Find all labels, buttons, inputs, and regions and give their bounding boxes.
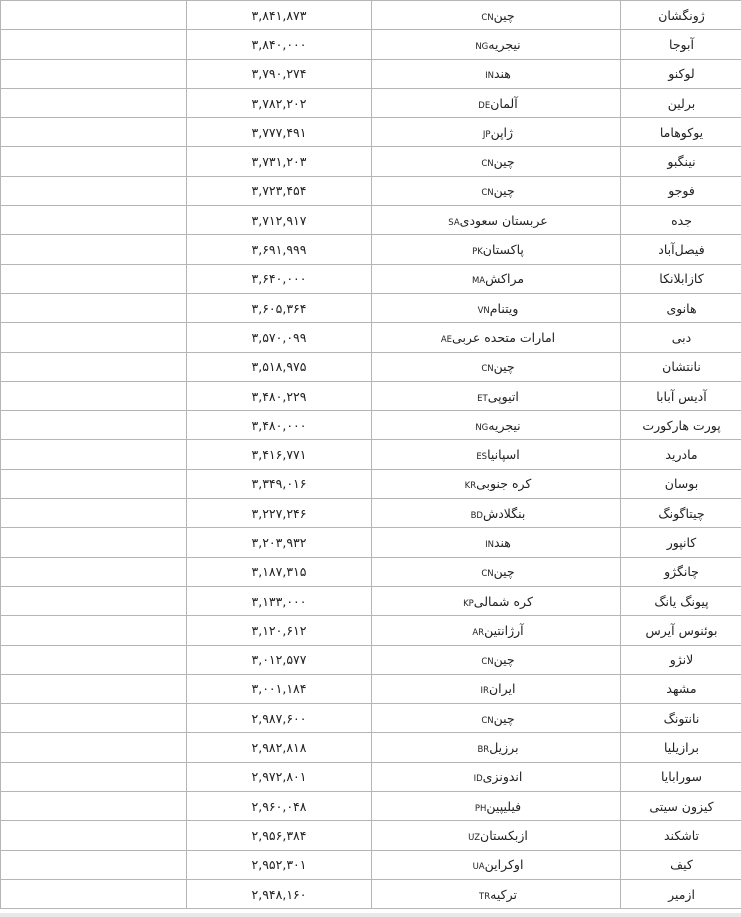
table-row [1, 616, 741, 645]
population-cell [187, 557, 372, 586]
empty-cell [1, 88, 187, 117]
country-code: KP [463, 598, 474, 609]
country-cell [372, 792, 621, 821]
country-name: ترکیه [490, 886, 517, 902]
city-cell [621, 821, 741, 850]
city-name: بوسان [664, 476, 699, 492]
city-name: چانگژو [664, 564, 699, 580]
empty-cell [1, 616, 187, 645]
table-row [1, 59, 741, 88]
country-code: VN [477, 305, 490, 316]
city-cell [621, 293, 741, 322]
city-cell [621, 264, 741, 293]
population-value: ۲,۹۵۶,۳۸۴ [251, 827, 307, 843]
city-name: مشهد [666, 681, 697, 697]
population-value: ۳,۴۱۶,۷۷۱ [251, 447, 307, 463]
population-value: ۳,۷۱۲,۹۱۷ [251, 212, 307, 228]
population-cell [187, 264, 372, 293]
empty-cell [1, 381, 187, 410]
city-name: لوکنو [668, 66, 695, 82]
country-name: بنگلادش [482, 505, 526, 521]
country-name: چین [493, 359, 515, 375]
city-name: پورت هارکورت [642, 417, 721, 433]
population-value: ۳,۷۷۷,۴۹۱ [251, 124, 307, 140]
country-cell [372, 821, 621, 850]
country-name: چین [493, 564, 515, 580]
city-name: مادرید [665, 447, 698, 463]
city-cell [621, 792, 741, 821]
country-cell [372, 352, 621, 381]
population-cell [187, 499, 372, 528]
population-value: ۳,۲۲۷,۲۴۶ [251, 505, 307, 521]
population-value: ۳,۱۳۳,۰۰۰ [251, 593, 307, 609]
city-cell [621, 30, 741, 59]
city-name: فوجو [668, 183, 695, 199]
country-cell [372, 88, 621, 117]
empty-cell [1, 235, 187, 264]
country-code: ES [476, 452, 488, 463]
country-code: AE [440, 334, 453, 345]
country-cell [372, 469, 621, 498]
table-row [1, 352, 741, 381]
country-code: MA [471, 276, 486, 287]
country-name: برزیل [489, 740, 519, 756]
population-cell [187, 674, 372, 703]
population-cell [187, 733, 372, 762]
table-row [1, 206, 741, 235]
city-name: نینگبو [667, 154, 696, 170]
table-row [1, 879, 741, 908]
city-cell [621, 440, 741, 469]
country-cell [372, 440, 621, 469]
empty-cell [1, 879, 187, 908]
city-name: تاشکند [664, 827, 699, 843]
empty-cell [1, 704, 187, 733]
table-body [1, 1, 741, 909]
country-name: مراکش [485, 271, 525, 287]
table-row [1, 381, 741, 410]
city-cell [621, 674, 741, 703]
city-cell [621, 645, 741, 674]
city-cell [621, 704, 741, 733]
country-code: PK [472, 247, 483, 258]
city-cell [621, 176, 741, 205]
table-row [1, 235, 741, 264]
city-name: نانتشان [662, 359, 701, 375]
country-name: چین [493, 710, 515, 726]
population-value: ۲,۹۸۲,۸۱۸ [251, 740, 307, 756]
country-cell [372, 381, 621, 410]
country-code: BR [477, 745, 490, 756]
country-cell [372, 206, 621, 235]
country-cell [372, 674, 621, 703]
population-value: ۳,۳۴۹,۰۱۶ [251, 476, 307, 492]
empty-cell [1, 528, 187, 557]
city-cell [621, 352, 741, 381]
country-code: CN [481, 657, 494, 668]
population-cell [187, 704, 372, 733]
city-cell [621, 206, 741, 235]
country-code: UA [472, 862, 485, 873]
country-cell [372, 850, 621, 879]
population-value: ۳,۶۴۰,۰۰۰ [251, 271, 307, 287]
empty-cell [1, 440, 187, 469]
country-name: عربستان سعودی [459, 212, 548, 228]
country-code: NG [475, 41, 489, 52]
empty-cell [1, 352, 187, 381]
empty-cell [1, 411, 187, 440]
country-cell [372, 176, 621, 205]
city-name: یوکوهاما [659, 124, 704, 140]
country-name: اوکراین [484, 857, 524, 873]
empty-cell [1, 323, 187, 352]
country-name: هند [493, 66, 511, 82]
table-row [1, 704, 741, 733]
population-cell [187, 88, 372, 117]
country-cell [372, 528, 621, 557]
empty-cell [1, 792, 187, 821]
country-code: NG [475, 422, 489, 433]
table-row [1, 176, 741, 205]
empty-cell [1, 762, 187, 791]
country-name: ازبکستان [480, 827, 528, 843]
population-value: ۲,۹۶۰,۰۴۸ [251, 798, 307, 814]
population-cell [187, 645, 372, 674]
country-cell [372, 499, 621, 528]
population-cell [187, 118, 372, 147]
empty-cell [1, 850, 187, 879]
city-cell [621, 381, 741, 410]
population-cell [187, 792, 372, 821]
table-row [1, 88, 741, 117]
population-value: ۳,۶۰۵,۳۶۴ [251, 300, 307, 316]
population-value: ۳,۴۸۰,۰۰۰ [251, 417, 307, 433]
empty-cell [1, 176, 187, 205]
country-cell [372, 293, 621, 322]
city-cell [621, 733, 741, 762]
population-cell [187, 821, 372, 850]
city-name: برازیلیا [663, 740, 700, 756]
population-cell [187, 850, 372, 879]
country-name: نیجریه [488, 36, 521, 52]
country-cell [372, 235, 621, 264]
empty-cell [1, 206, 187, 235]
city-cell [621, 616, 741, 645]
city-cell [621, 499, 741, 528]
population-value: ۳,۴۸۰,۲۲۹ [251, 388, 307, 404]
country-name: اسپانیا [487, 447, 520, 463]
country-name: آلمان [490, 95, 518, 111]
table-row [1, 147, 741, 176]
city-name: جده [671, 212, 692, 228]
country-cell [372, 118, 621, 147]
country-cell [372, 1, 621, 30]
table-row [1, 293, 741, 322]
city-name: آدیس آبابا [656, 388, 707, 404]
country-cell [372, 704, 621, 733]
country-name: اندونزی [482, 769, 523, 785]
population-value: ۳,۰۰۱,۱۸۴ [251, 681, 307, 697]
country-code: CN [481, 188, 494, 199]
country-code: CN [481, 569, 494, 580]
table-row [1, 118, 741, 147]
table-row [1, 323, 741, 352]
table-row [1, 440, 741, 469]
country-code: BD [470, 510, 483, 521]
population-value: ۲,۹۵۲,۳۰۱ [251, 857, 307, 873]
population-cell [187, 323, 372, 352]
empty-cell [1, 264, 187, 293]
country-cell [372, 645, 621, 674]
empty-cell [1, 645, 187, 674]
population-cell [187, 879, 372, 908]
city-name: بوئنوس آیرس [645, 622, 718, 638]
population-value: ۳,۵۷۰,۰۹۹ [251, 329, 307, 345]
population-cell [187, 293, 372, 322]
country-cell [372, 586, 621, 615]
table-row [1, 762, 741, 791]
country-name: فیلیپین [486, 798, 522, 814]
country-code: IN [485, 539, 494, 550]
population-value: ۳,۰۱۲,۵۷۷ [251, 652, 307, 668]
country-name: ژاپن [490, 124, 514, 140]
country-name: هند [493, 534, 511, 550]
table-row [1, 1, 741, 30]
country-code: AR [472, 627, 485, 638]
city-cell [621, 411, 741, 440]
city-name: چیتاگونگ [658, 505, 705, 521]
country-cell [372, 147, 621, 176]
country-name: کره شمالی [473, 593, 533, 609]
table-row [1, 499, 741, 528]
bottom-divider [0, 913, 741, 917]
country-name: چین [493, 154, 515, 170]
country-code: DE [478, 100, 491, 111]
city-cell [621, 850, 741, 879]
population-cell [187, 30, 372, 59]
table-row [1, 674, 741, 703]
country-cell [372, 762, 621, 791]
empty-cell [1, 147, 187, 176]
table-row [1, 645, 741, 674]
country-name: چین [493, 7, 515, 23]
table-row [1, 30, 741, 59]
population-value: ۳,۲۰۳,۹۳۲ [251, 534, 307, 550]
empty-cell [1, 118, 187, 147]
population-cell [187, 586, 372, 615]
city-name: کیزون سیتی [649, 798, 714, 814]
country-cell [372, 616, 621, 645]
country-code: IN [485, 71, 494, 82]
table-row [1, 411, 741, 440]
country-cell [372, 264, 621, 293]
country-cell [372, 30, 621, 59]
population-cell [187, 440, 372, 469]
population-value: ۳,۷۳۱,۲۰۳ [251, 154, 307, 170]
city-name: برلین [667, 95, 696, 111]
empty-cell [1, 293, 187, 322]
city-name: نانتونگ [663, 710, 700, 726]
country-code: CN [481, 715, 494, 726]
country-name: چین [493, 183, 515, 199]
population-value: ۳,۱۲۰,۶۱۲ [251, 622, 307, 638]
table-row [1, 264, 741, 293]
table-row [1, 528, 741, 557]
empty-cell [1, 557, 187, 586]
empty-cell [1, 733, 187, 762]
country-name: آرژانتین [484, 622, 524, 638]
population-value: ۳,۸۴۱,۸۷۳ [251, 7, 307, 23]
country-cell [372, 411, 621, 440]
population-value: ۳,۵۱۸,۹۷۵ [251, 359, 307, 375]
city-name: کیف [670, 857, 693, 873]
empty-cell [1, 469, 187, 498]
population-value: ۳,۷۹۰,۲۷۴ [251, 66, 307, 82]
empty-cell [1, 674, 187, 703]
country-name: چین [493, 652, 515, 668]
city-cell [621, 235, 741, 264]
city-cell [621, 528, 741, 557]
population-cell [187, 147, 372, 176]
city-cell [621, 469, 741, 498]
population-cell [187, 352, 372, 381]
empty-cell [1, 30, 187, 59]
country-code: IR [480, 686, 489, 697]
population-value: ۲,۹۷۲,۸۰۱ [251, 769, 307, 785]
city-cell [621, 323, 741, 352]
population-value: ۲,۹۸۷,۶۰۰ [251, 710, 307, 726]
country-code: UZ [468, 832, 481, 843]
city-cell [621, 1, 741, 30]
country-code: ID [473, 774, 483, 785]
empty-cell [1, 586, 187, 615]
country-code: KR [464, 481, 477, 492]
city-cell [621, 557, 741, 586]
country-name: پاکستان [482, 242, 524, 258]
table-row [1, 821, 741, 850]
city-name: کانپور [666, 534, 697, 550]
city-name: پیونگ یانگ [654, 593, 709, 609]
table-row [1, 469, 741, 498]
country-name: نیجریه [488, 417, 521, 433]
population-value: ۳,۷۸۲,۲۰۲ [251, 95, 307, 111]
city-cell [621, 118, 741, 147]
city-name: فیصل‌آباد [658, 242, 705, 258]
population-cell [187, 176, 372, 205]
empty-cell [1, 821, 187, 850]
country-code: JP [482, 129, 491, 140]
table-row [1, 733, 741, 762]
country-name: اتیوپی [487, 388, 519, 404]
city-name: ژونگشان [658, 7, 705, 23]
population-value: ۳,۸۴۰,۰۰۰ [251, 36, 307, 52]
country-name: ویتنام [489, 300, 519, 316]
population-value: ۳,۷۲۳,۴۵۴ [251, 183, 307, 199]
table-row [1, 850, 741, 879]
population-cell [187, 411, 372, 440]
city-cell [621, 762, 741, 791]
population-cell [187, 616, 372, 645]
country-code: ET [477, 393, 488, 404]
country-code: PH [474, 803, 487, 814]
population-cell [187, 235, 372, 264]
population-value: ۳,۱۸۷,۳۱۵ [251, 564, 307, 580]
country-code: SA [448, 217, 460, 228]
city-cell [621, 879, 741, 908]
country-cell [372, 879, 621, 908]
population-cell [187, 381, 372, 410]
country-name: کره جنوبی [476, 476, 532, 492]
population-cell [187, 59, 372, 88]
population-value: ۲,۹۴۸,۱۶۰ [251, 886, 307, 902]
city-cell [621, 147, 741, 176]
city-cell [621, 586, 741, 615]
country-name: ایران [488, 681, 516, 697]
city-name: دبی [671, 329, 692, 345]
city-name: ازمیر [668, 886, 695, 902]
country-code: CN [481, 364, 494, 375]
city-name: هانوی [666, 300, 697, 316]
population-cell [187, 528, 372, 557]
country-code: TR [479, 891, 491, 902]
city-cell [621, 59, 741, 88]
city-cell [621, 88, 741, 117]
empty-cell [1, 1, 187, 30]
table-row [1, 586, 741, 615]
city-name: لانژو [669, 652, 694, 668]
city-name: آبوجا [669, 36, 694, 52]
country-cell [372, 733, 621, 762]
city-name: کازابلانکا [659, 271, 704, 287]
country-cell [372, 59, 621, 88]
empty-cell [1, 59, 187, 88]
country-cell [372, 557, 621, 586]
population-cell [187, 206, 372, 235]
country-code: CN [481, 159, 494, 170]
population-cell [187, 1, 372, 30]
population-cell [187, 469, 372, 498]
city-name: سورابایا [660, 769, 702, 785]
country-code: CN [481, 12, 494, 23]
table-row [1, 792, 741, 821]
table-row [1, 557, 741, 586]
population-value: ۳,۶۹۱,۹۹۹ [251, 242, 307, 258]
empty-cell [1, 499, 187, 528]
population-cell [187, 762, 372, 791]
country-cell [372, 323, 621, 352]
country-name: امارات متحده عربی [452, 329, 556, 345]
